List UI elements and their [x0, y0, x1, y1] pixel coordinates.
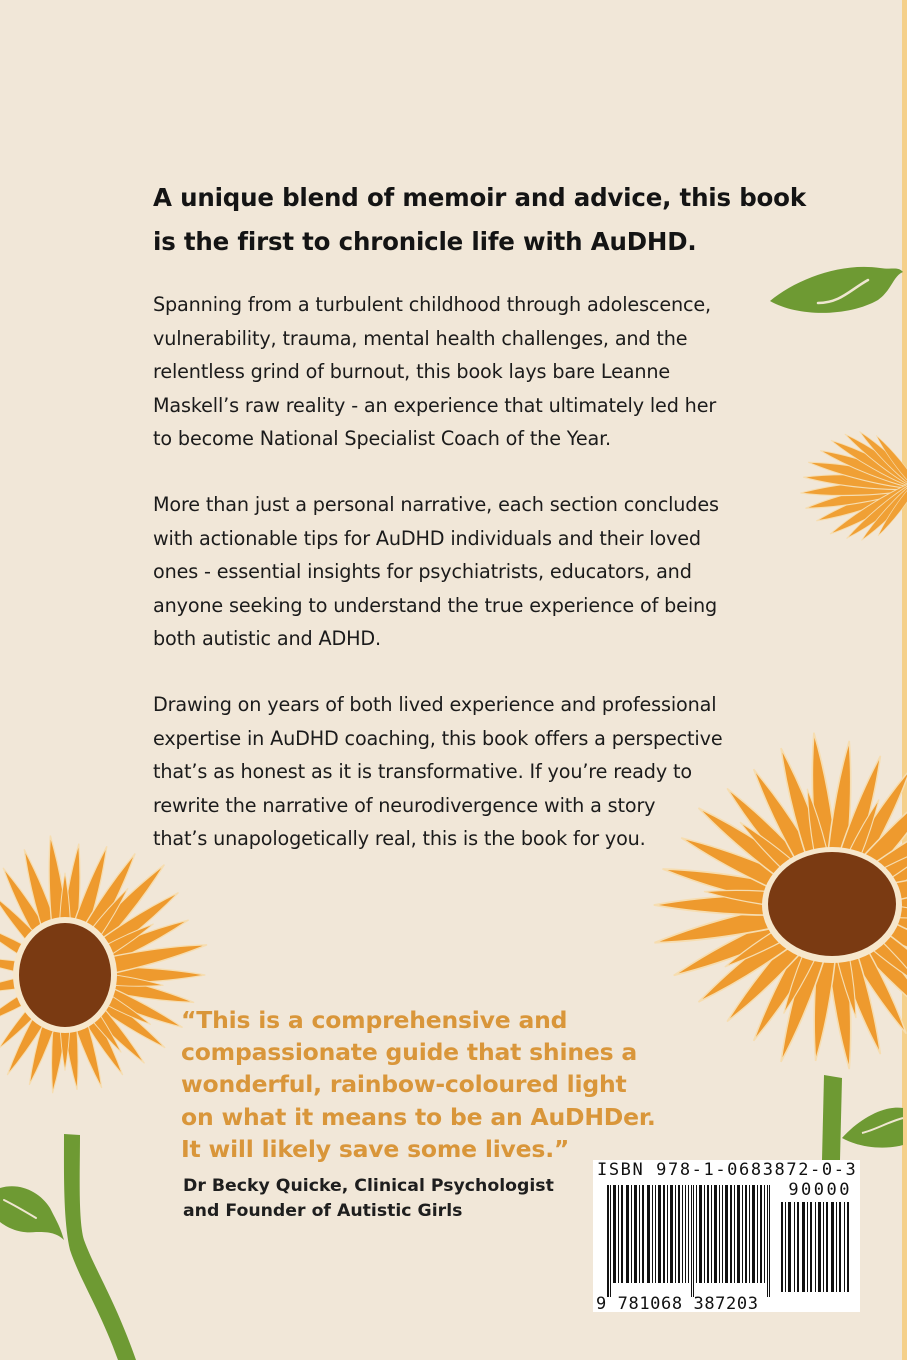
stem-icon	[0, 1134, 136, 1360]
quote-line: compassionate guide that shines a	[181, 1038, 638, 1067]
isbn-barcode	[593, 1160, 860, 1312]
blurb-paragraph-2	[153, 488, 793, 656]
quote-line: on what it means to be an AuDHDer.	[181, 1102, 656, 1131]
sunflower-icon	[0, 835, 209, 1094]
headline	[153, 176, 806, 264]
text-line: that’s as honest as it is transformative. If you’re ready to	[153, 760, 692, 784]
sunflower-icon	[800, 428, 907, 543]
headline-line: A unique blend of memoir and advice, this book	[153, 183, 806, 212]
quote-line: wonderful, rainbow-coloured light	[181, 1070, 627, 1099]
price-code: 90000	[788, 1180, 852, 1200]
testimonial-attribution	[183, 1174, 603, 1224]
text-line: anyone seeking to understand the true experience of being	[153, 593, 718, 617]
text-line: relentless grind of burnout, this book lays bare Leanne	[153, 360, 671, 384]
quote-line: “This is a comprehensive and	[181, 1006, 568, 1034]
text-line: rewrite the narrative of neurodivergence with a story	[153, 793, 656, 817]
headline-line: is the first to chronicle life with AuDHD.	[153, 227, 697, 256]
text-line: Maskell’s raw reality - an experience that ultimately led her	[153, 393, 717, 417]
text-line: ones - essential insights for psychiatrists, educators, and	[153, 560, 692, 584]
text-line: with actionable tips for AuDHD individuals and their loved	[153, 526, 701, 550]
text-line: expertise in AuDHD coaching, this book offers a perspective	[153, 726, 723, 750]
text-line: More than just a personal narrative, each section concludes	[153, 493, 719, 516]
blurb-paragraph-3	[153, 688, 793, 856]
text-line: that’s unapologetically real, this is the book for you.	[153, 827, 646, 851]
attribution-line: Dr Becky Quicke, Clinical Psychologist	[183, 1176, 554, 1196]
ean-digits: 9 781068 387203	[596, 1294, 759, 1314]
text-line: Spanning from a turbulent childhood through adolescence,	[153, 293, 711, 316]
testimonial-quote	[181, 1004, 656, 1165]
blurb-paragraph-1	[153, 288, 793, 456]
attribution-line: and Founder of Autistic Girls	[183, 1201, 463, 1221]
text-line: to become National Specialist Coach of the Year.	[153, 427, 612, 451]
barcode-bars-icon	[593, 1160, 860, 1312]
isbn-label: ISBN 978-1-0683872-0-3	[597, 1160, 858, 1180]
text-line: Drawing on years of both lived experience and professional	[153, 693, 717, 716]
quote-line: It will likely save some lives.”	[181, 1134, 570, 1163]
text-line: both autistic and ADHD.	[153, 627, 381, 651]
text-line: vulnerability, trauma, mental health challenges, and the	[153, 326, 688, 350]
stem-icon	[822, 1075, 903, 1160]
